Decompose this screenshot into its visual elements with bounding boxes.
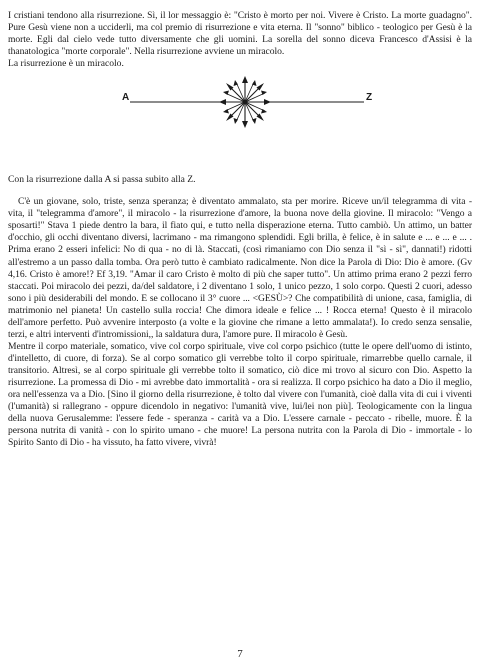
a-to-z-diagram [8,70,472,174]
page-number: 7 [237,648,243,660]
story-paragraph: C'è un giovane, solo, triste, senza speranza; è diventato ammalato, sta per morire. Riceve un/il telegramma di vita - vita, il "telegramma d'amore", il miracolo - la risurrezione d'amore, la buona nove della giovine. Il miracolo: "Vengo a sposarti!" Stava 1 piede dentro la bara, il fiato qui, e tutto nella disperazione eterna. Tutto cambiò. Un attimo, un batter d'occhio, gli occhi diventano diversi, lacrimano - ma rimangono splendidi. Egli brilla, è felice, è in salute e ... e ... e ... . Prima erano 2 esseri infelici: No di qua - no di là. Staccati, (così rimaniamo con Dio senza il "sì - sì", dannati!) ridotti all'estremo a un passo dalla tomba. Ora però tutto è cambiato radicalmente. Non dice la Parola di Dio: Dio è amore. (Gv 4,16. Cristo è amore!? Ef 3,19. "Amar il caro Cristo è molto di più che saper tutto". Un attimo prima erano 2 pezzi ferro staccati. Poi miracolo dei pezzi, da/del saldatore, i 2 diventano 1 solo, 1 unico pezzo, 1 solo corpo. Questi 2 cuori, adesso sono i più desiderabili del mondo. E se collocano il 3° cuore ... <GESÙ>? Che compatibilità di unione, casa, famiglia, di matrimonio nel pianeta! Un castello sulla roccia! Che dimora ideale e felice ... ! Rocca eterna! Questo è il miracolo dell'amore perfetto. Può avvenire interposto (a volte e la giovine che rimane a letto ammalata!). Io credo senza sensalie, terzi, e altri interventi d'intromissioni,, la saldatura dura, l'amore pure. Il miracolo è Gesù. [8,196,472,340]
miracle-statement: La risurrezione è un miracolo. [8,58,124,70]
body-paragraph: Mentre il corpo materiale, somatico, vive col corpo spirituale, vive col corpo psichico (tutte le opere dell'uomo di istinto, d'intelletto, di cuore, di forza). Se al corpo somatico gli verrebbe tolto il corpo spirituale, rimarrebbe quello carnale, il transitorio. Altresì, se al corpo spirituale gli verrebbe tolto il somatico, ciò dice mi trovo al sicuro con Dio. Aspetto la risurrezione. La promessa di Dio - mi avrebbe dato immortalità - ora si realizza. Il corpo psichico ha dato a Dio il meglio, ora nell'essenza va a Dio. [Sino il giorno della risurrezione, è tolto dal vivere con l'umanità, cioè dalla vita di cui i viventi (l'umanità) si rallegrano - oppure dicendolo in negativo: l'umanità vive, lui/lei non più]. Teologicamente con la lingua della nuova Gerusalemme: l'essere fede - speranza - carità va a Dio. L'essere carnale - peccato - ribelle, muore. È la persona nutrita di vanità - con lo spirito umano - che muore! La persona nutrita con la Parola di Dio - immortale - lo Spirito Santo di Dio - ha vissuto, ha fatto vivere, vivrà! [8,340,472,449]
compass-star-graphic [8,70,472,174]
label-a: A [122,92,130,104]
label-z: Z [366,92,373,104]
a-to-z-caption: Con la risurrezione dalla A si passa subito alla Z. [8,174,196,186]
spacer [8,186,472,196]
intro-paragraph: I cristiani tendono alla risurrezione. Sì, il lor messaggio è: "Cristo è morto per noi. Vivere è Cristo. La morte guadagno". Pure Gesù viene non a ucciderli, ma col premio di risurrezione e vita eterna. Il "sonno" biblico - teologico per Gesù è la morte. Egli dal cielo vede tutto diversamente che gli uomini. La sorella del sonno diceva Francesco d'Assisi è la thanatologica "morte corporale". Nella risurrezione avviene un miracolo. [8,10,472,58]
